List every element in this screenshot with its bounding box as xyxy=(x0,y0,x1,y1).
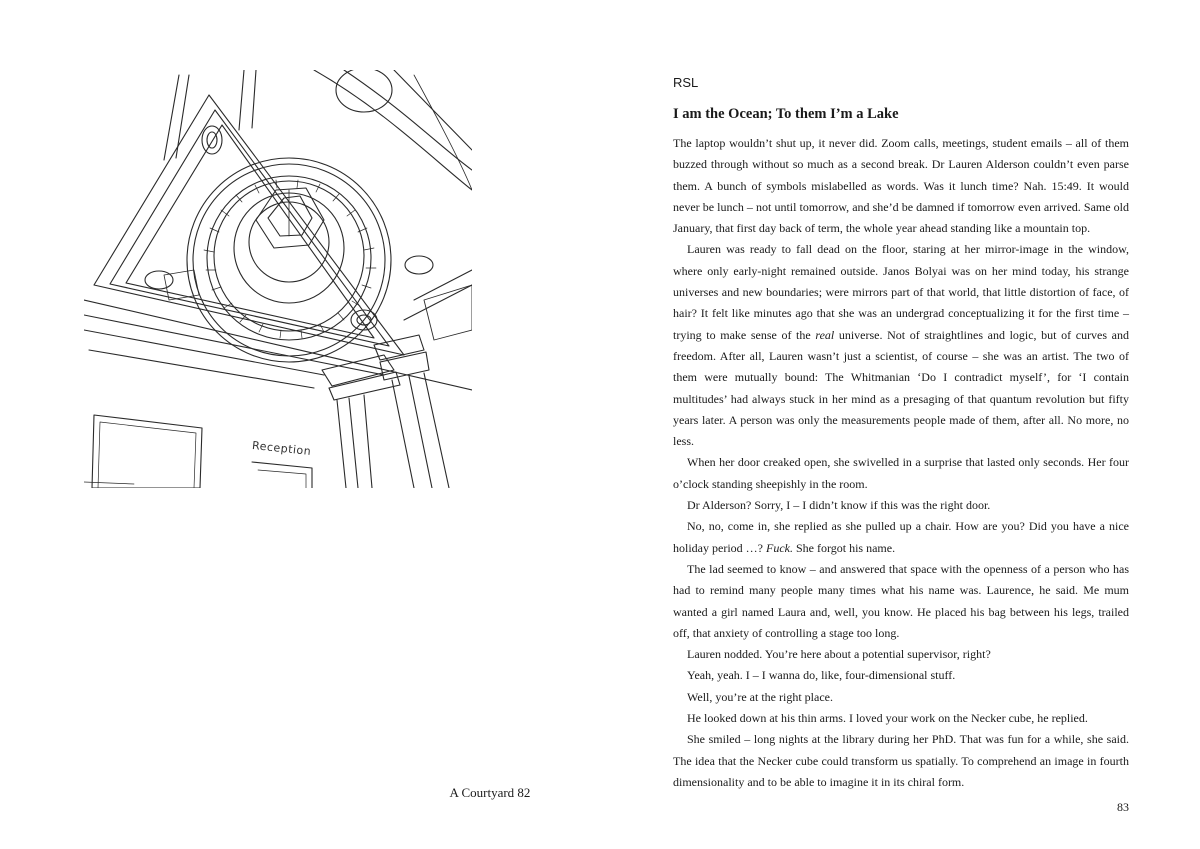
paragraph-text: Dr Alderson? Sorry, I – I didn’t know if this was the right door. xyxy=(687,498,991,513)
paragraph-text: Well, you’re at the right place. xyxy=(687,689,833,704)
paragraph-text: She forgot his name. xyxy=(792,540,896,555)
page-number: 83 xyxy=(1117,800,1129,814)
story-paragraph xyxy=(673,729,1129,793)
paragraph-text: He looked down at his thin arms. I loved your work on the Necker cube, he replied. xyxy=(687,711,1088,726)
story-paragraph xyxy=(673,559,1129,644)
story-paragraph xyxy=(673,239,1129,452)
paragraph-text: universe. Not of straightlines and logic, but of curves and freedom. After all, Lauren wasn’t just a scientist, of course – she was an artist. The two of them were mutually bound: The Whitmanian ‘Do I contradict myself’, for ‘I contain multitudes’ had always stuck in her mind as a presaging of that quantum revolution but fifty years later. A person was only the measurements people made of them, after all. No more, no less. xyxy=(673,327,1129,449)
paragraph-text: The laptop wouldn’t shut up, it never did. Zoom calls, meetings, student emails – all of them buzzed through without so much as a second break. Dr Lauren Alderson couldn’t even parse them. A bunch of symbols mislabelled as words. Was it lunch time? Nah. 15:49. It would never be lunch – not until tomorrow, and she’d be damned if tomorrow even arrived. Same old January, that first day back of term, the whole year ahead standing like a mountain top. xyxy=(673,136,1129,236)
story-paragraph xyxy=(673,687,1129,708)
story-paragraph xyxy=(673,665,1129,686)
italic-text: Fuck. xyxy=(765,540,793,555)
italic-text: real xyxy=(815,327,835,342)
paragraph-text: Yeah, yeah. I – I wanna do, like, four-dimensional stuff. xyxy=(687,668,956,683)
paragraph-text: She smiled – long nights at the library during her PhD. That was fun for a while, she said. The idea that the Necker cube could transform us spatially. To comprehend an image in fourth dimensionality and to be able to imagine it in its chiral form. xyxy=(673,732,1129,789)
story-body xyxy=(673,133,1129,793)
story-paragraph xyxy=(673,708,1129,729)
reception-sign-label: Reception xyxy=(251,438,312,459)
paragraph-text: Lauren nodded. You’re here about a potential supervisor, right? xyxy=(687,647,991,662)
right-page xyxy=(600,0,1200,849)
story-paragraph xyxy=(673,133,1129,239)
left-page-caption: A Courtyard 82 xyxy=(449,785,531,800)
paragraph-text: When her door creaked open, she swivelled in a surprise that lasted only seconds. Her four o’clock standing sheepishly in the room. xyxy=(673,455,1129,491)
paragraph-text: Lauren was ready to fall dead on the floor, staring at her mirror-image in the window, where only early-night remained outside. Janos Bolyai was on her mind today, his strange universes and new boundaries; were mirrors part of that world, that little distortion of face, of hair? It felt like minutes ago that she was an undergrad conceptualizing it for the first time – trying to make sense of the xyxy=(673,242,1129,342)
story-paragraph xyxy=(673,452,1129,495)
story-title: I am the Ocean; To them I’m a Lake xyxy=(673,106,899,122)
story-paragraph xyxy=(673,644,1129,665)
author-initials: RSL xyxy=(673,75,699,90)
paragraph-text: No, no, come in, she replied as she pulled up a chair. How are you? Did you have a nice holiday period …? xyxy=(673,519,1129,555)
courtyard-dome-sketch-icon xyxy=(84,70,472,488)
story-paragraph xyxy=(673,495,1129,516)
courtyard-sketch xyxy=(84,70,472,488)
story-paragraph xyxy=(673,516,1129,559)
paragraph-text: The lad seemed to know – and answered that space with the openness of a person who has had to remind many people many times what his name was. Laurence, he said. Me mum wanted a girl named Laura and, well, you know. He placed his bag between his legs, trailed off, that anxiety of controlling a stage too long. xyxy=(673,561,1129,640)
